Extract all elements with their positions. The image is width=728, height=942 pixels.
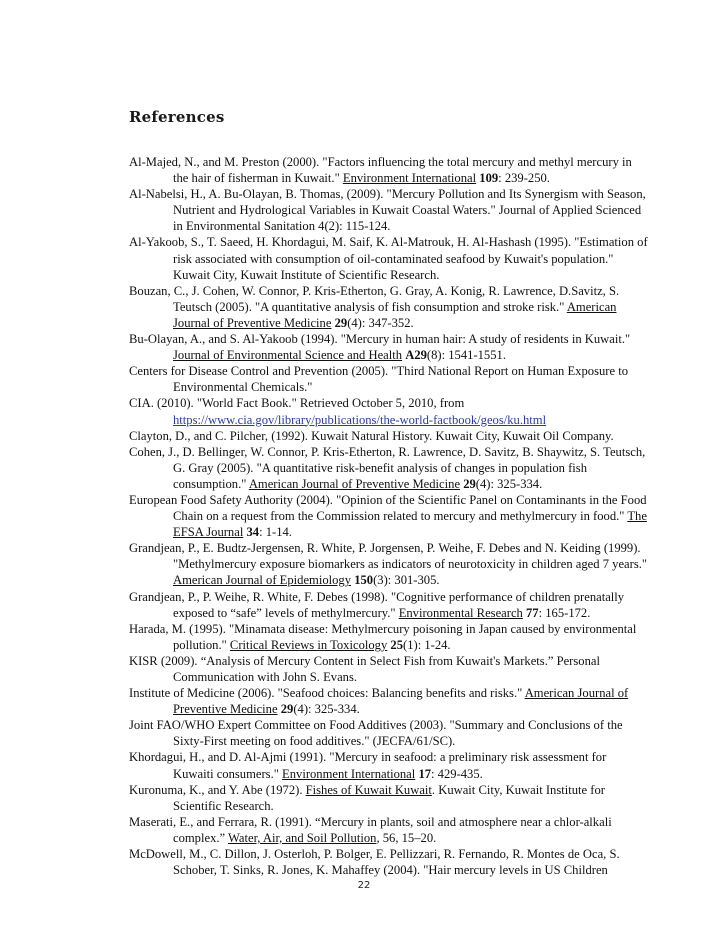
reference-entry: European Food Safety Authority (2004). "Opinion of the Scientific Panel on Contaminants in the Food Chain on a request from the Commission related to mercury and methylmercury in food." The EFSA Journal 34: 1-14. (129, 492, 647, 540)
journal-title: American Journal of Preventive Medicine (248, 476, 461, 491)
reference-entry: CIA. (2010). "World Fact Book." Retrieved October 5, 2010, from https://www.cia.gov/library/publications/the-world-factbook/geos/ku.html (129, 396, 547, 427)
reference-entry: Institute of Medicine (2006). "Seafood choices: Balancing benefits and risks." American Journal of Preventive Medicine 29(4): 325-334. (129, 686, 629, 717)
volume-number: 29 (334, 315, 348, 330)
journal-title: Water, Air, and Soil Pollution (228, 830, 377, 845)
volume-number: 29 (280, 702, 294, 717)
reference-entry: Al-Nabelsi, H., A. Bu-Olayan, B. Thomas, (2009). "Mercury Pollution and Its Synergism with Season, Nutrient and Hydrological Variables in Kuwait Coastal Waters." Journal of Applied Scienced in Environmental Sanitation 4(2): 115-124. (129, 187, 646, 234)
volume-number: 77 (526, 605, 539, 620)
section-heading: References (129, 108, 225, 126)
volume-number: A29 (405, 348, 427, 363)
reference-entry: Al-Majed, N., and M. Preston (2000). "Factors influencing the total mercury and methyl mercury in the hair of fisherman in Kuwait." Environment International 109: 239-250. (129, 155, 632, 186)
journal-title: Environmental Research (398, 605, 523, 620)
journal-title: Critical Reviews in Toxicology (229, 637, 388, 652)
volume-number: 34 (246, 525, 260, 540)
reference-entry: McDowell, M., C. Dillon, J. Osterloh, P. Bolger, E. Pellizzari, R. Fernando, R. Montes de Oca, S. Schober, T. Sinks, R. Jones, K. Mahaffey (2004). "Hair mercury levels in US Children (129, 847, 620, 878)
reference-entry: Al-Yakoob, S., T. Saeed, H. Khordagui, M. Saif, K. Al-Matrouk, H. Al-Hashash (1995). "Estimation of risk associated with consumption of oil-contaminated seafood by Kuwait's population." Kuwait City, Kuwait Institute of Scientific Research. (129, 235, 648, 282)
reference-entry: Maserati, E., and Ferrara, R. (1991). “Mercury in plants, soil and atmosphere near a chlor-alkali complex.” Water, Air, and Soil Pollution, 56, 15–20. (129, 814, 612, 845)
volume-number: 17 (418, 766, 432, 781)
volume-number: 29 (463, 476, 476, 491)
volume-number: 109 (479, 171, 499, 186)
reference-entry: Khordagui, H., and D. Al-Ajmi (1991). "Mercury in seafood: a preliminary risk assessment for Kuwaiti consumers." Environment International 17: 429-435. (129, 750, 607, 781)
page-number: 22 (357, 880, 371, 891)
reference-entry: Bouzan, C., J. Cohen, W. Connor, P. Kris-Etherton, G. Gray, A. Konig, R. Lawrence, D.Savitz, S. Teutsch (2005). "A quantitative analysis of fish consumption and stroke risk." American Journal of Preventive Medicine 29(4): 347-352. (129, 283, 620, 330)
journal-title: Environment International (282, 766, 416, 781)
book-title: Fishes of Kuwait Kuwait (305, 782, 432, 797)
journal-title: American Journal of Preventive Medicine (173, 686, 629, 717)
reference-entry: Grandjean, P., E. Budtz-Jergensen, R. White, P. Jorgensen, P. Weihe, F. Debes and N. Keiding (1999). "Methylmercury exposure biomarkers as indicators of neurotoxicity in children aged 7 years." American Journal of Epidemiology 150(3): 301-305. (129, 541, 648, 588)
reference-entry: Cohen, J., D. Bellinger, W. Connor, P. Kris-Etherton, R. Lawrence, D. Savitz, B. Shaywitz, S. Teutsch, G. Gray (2005). "A quantitative risk-benefit analysis of changes in population fish consumption." American Journal of Preventive Medicine 29(4): 325-334. (129, 444, 646, 491)
reference-list (129, 154, 649, 878)
journal-title: American Journal of Epidemiology (173, 573, 352, 588)
journal-title: American Journal of Preventive Medicine (173, 299, 617, 330)
url-link[interactable]: https://www.cia.gov/library/publications/the-world-factbook/geos/ku.html (173, 412, 547, 427)
journal-title: The EFSA Journal (173, 509, 647, 540)
reference-entry: Clayton, D., and C. Pilcher, (1992). Kuwait Natural History. Kuwait City, Kuwait Oil Company. (129, 428, 614, 443)
journal-title: Journal of Environmental Science and Health (173, 348, 403, 363)
volume-number: 25 (390, 637, 404, 652)
reference-entry: Centers for Disease Control and Prevention (2005). "Third National Report on Human Exposure to Environmental Chemicals." (129, 364, 628, 395)
reference-entry: Grandjean, P., P. Weihe, R. White, F. Debes (1998). "Cognitive performance of children prenatally exposed to “safe” levels of methylmercury." Environmental Research 77: 165-172. (129, 589, 625, 620)
volume-number: 150 (354, 573, 374, 588)
journal-title: Environment International (342, 171, 477, 186)
reference-entry: Kuronuma, K., and Y. Abe (1972). Fishes of Kuwait Kuwait. Kuwait City, Kuwait Institute for Scientific Research. (129, 782, 605, 813)
reference-entry: Bu-Olayan, A., and S. Al-Yakoob (1994). "Mercury in human hair: A study of residents in Kuwait." Journal of Environmental Science and Health A29(8): 1541-1551. (129, 332, 631, 363)
reference-entry: Harada, M. (1995). "Minamata disease: Methylmercury poisoning in Japan caused by environmental pollution." Critical Reviews in Toxicology 25(1): 1-24. (129, 621, 637, 652)
reference-entry: Joint FAO/WHO Expert Committee on Food Additives (2003). "Summary and Conclusions of the Sixty-First meeting on food additives." (JECFA/61/SC). (129, 718, 623, 749)
reference-entry: KISR (2009). “Analysis of Mercury Content in Select Fish from Kuwait's Markets.” Personal Communication with John S. Evans. (129, 653, 600, 684)
